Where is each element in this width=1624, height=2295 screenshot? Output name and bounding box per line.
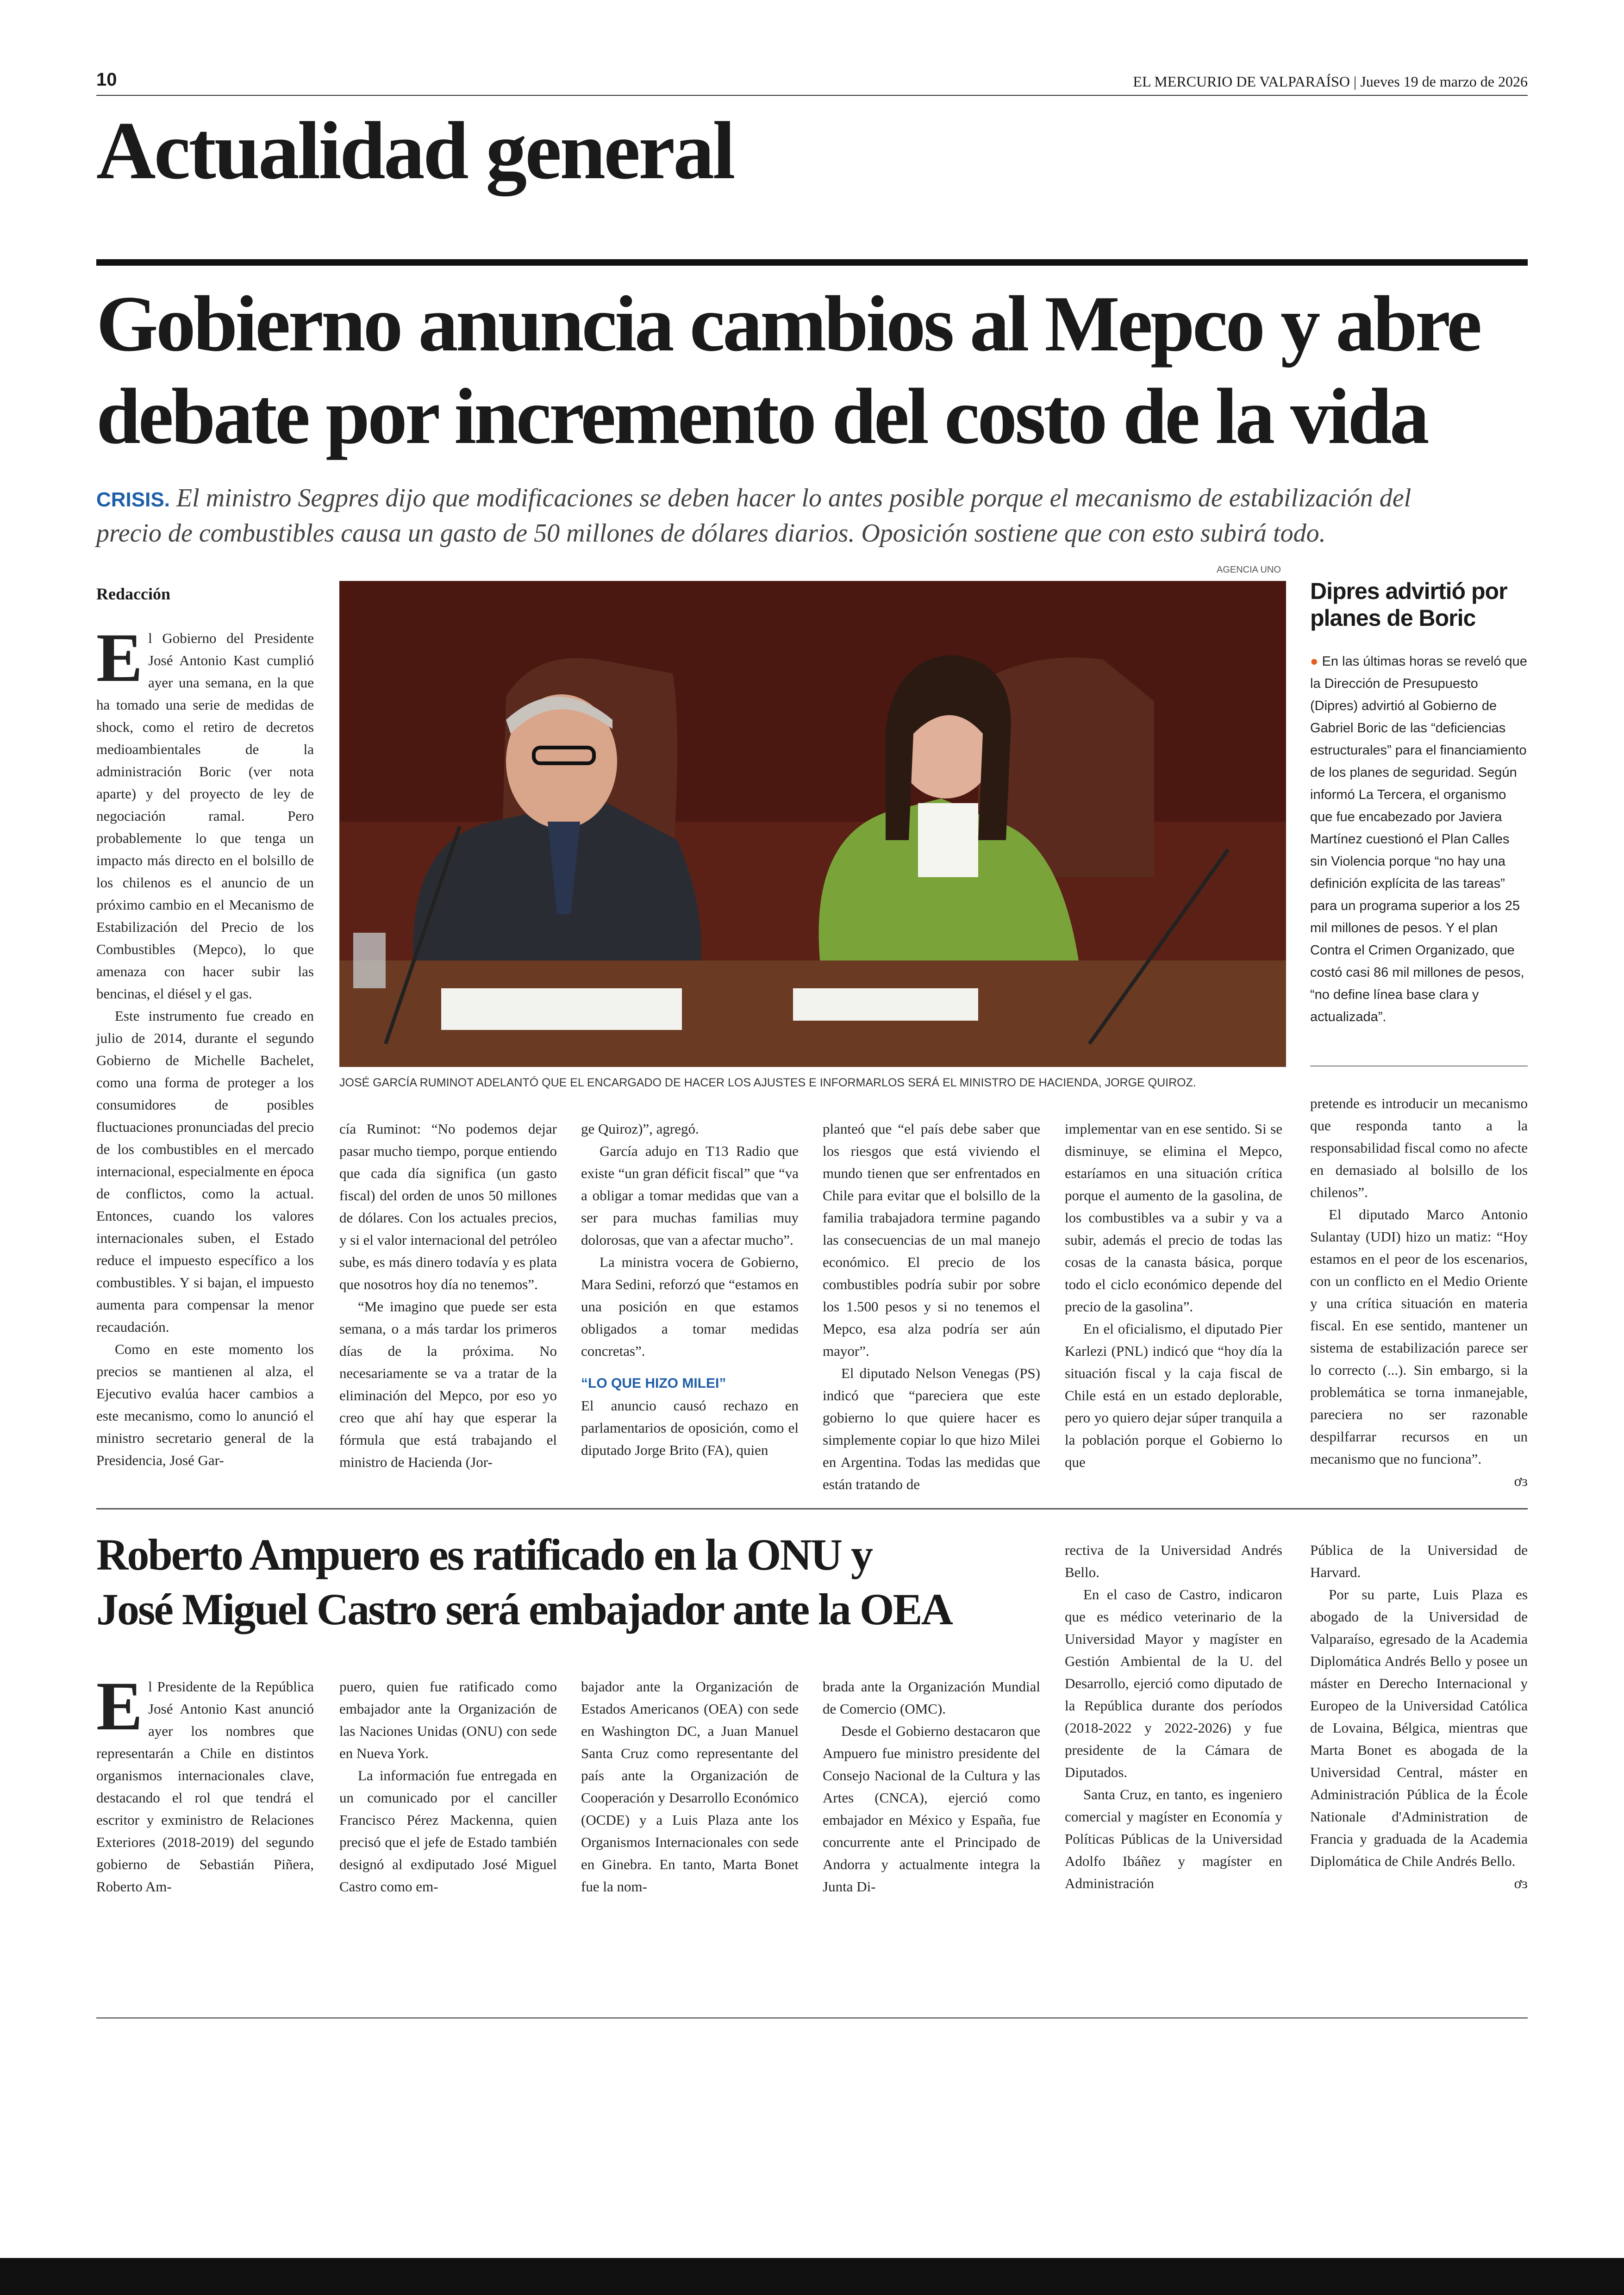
sidebar-text: En las últimas horas se reveló que la Dirección de Presupuesto (Dipres) advirtió al Gobierno de Gabriel Boric de las “deficiencias estructurales” para el financiamiento de los planes de seguridad. Según informó La Tercera, el organismo que fue encabezado por Javiera Martínez cuestionó el Plan Calles sin Violencia porque “no hay una definición explícita de las tareas” para un programa superior a los 25 mil millones de pesos. Y el plan Contra el Crimen Organizado, que costó casi 86 mil millones de pesos, “no define línea base clara y actualizada”.	[1310, 654, 1527, 1024]
second-column-6	[1310, 1539, 1528, 1895]
main-col3-p2: García adujo en T13 Radio que existe “un gran déficit fiscal” que “va a obligar a tomar medidas que van a ser para muchas familias muy dolorosas, que van a afectar mucho”.	[581, 1143, 799, 1248]
second-headline	[96, 1528, 1036, 1637]
second-headline-line-1: Roberto Ampuero es ratificado en la ONU y	[96, 1530, 872, 1579]
main-col3-p1: ge Quiroz)”, agregó.	[581, 1121, 699, 1137]
second-col6-p1: Pública de la Universidad de Harvard.	[1310, 1542, 1528, 1580]
footer-rule	[96, 2017, 1528, 2019]
main-lead	[96, 481, 1528, 550]
masthead-info: EL MERCURIO DE VALPARAÍSO | Jueves 19 de marzo de 2026	[1133, 73, 1528, 90]
main-col3-p4: El anuncio causó rechazo en parlamentarios de oposición, como el diputado Jorge Brito (FA), quien	[581, 1397, 799, 1458]
photo-credit: AGENCIA UNO	[1217, 565, 1281, 575]
lead-kicker: CRISIS.	[96, 488, 170, 511]
main-column-6	[1310, 1092, 1528, 1492]
publication-name: EL MERCURIO DE VALPARAÍSO	[1133, 73, 1350, 90]
main-column-2	[339, 1118, 557, 1473]
main-col1-p1: l Gobierno del Presidente José Antonio Kast cumplió ayer una semana, en la que ha tomado una serie de medidas de shock, como el retiro de decretos medioambientales de la administración Boric (ver nota aparte) y del proyecto de ley de negociación ramal. Pero probablemente lo que tenga un impacto más directo en el bolsillo de los chilenos es el anuncio de un próximo cambio en el Mecanismo de Estabilización del Precio de los Combustibles (Mepco), lo que amenaza con hacer subir las bencinas, el diésel y el gas.	[96, 630, 314, 1002]
subhead-milei: “LO QUE HIZO MILEI”	[581, 1376, 726, 1391]
main-photo	[339, 581, 1286, 1067]
main-col5-p2: En el oficialismo, el diputado Pier Karlezi (PNL) indicó que “hoy día la situación fiscal y la caja fiscal de Chile está en un estado deplorable, pero yo quiero dejar súper tranquila a la población porque el Gobierno lo que	[1065, 1321, 1282, 1470]
second-col1-p1: l Presidente de la República José Antonio Kast anunció ayer los nombres que representarán a Chile en distintos organismos internacionales clave, destacando el rol que tendrá el escritor y exministro de Relaciones Exteriores (2018-2019) del segundo gobierno de Sebastián Piñera, Roberto Am-	[96, 1678, 314, 1895]
main-col2-p2: “Me imagino que puede ser esta semana, o a más tardar los primeros días de la próxima. No necesariamente se va a tratar de la eliminación del Mepco, por eso yo creo que ahí hay que esperar la fórmula que está trabajando el ministro de Hacienda (Jor-	[339, 1298, 557, 1470]
main-col6-p1: pretende es introducir un mecanismo que responda tanto a la responsabilidad fiscal como no afecte en demasiado al bolsillo de los chilenos”.	[1310, 1095, 1528, 1200]
second-col5-p2: En el caso de Castro, indicaron que es médico veterinario de la Universidad Mayor y magíster en Gestión Ambiental de la U. del Desarrollo, ejerció como diputado de la República durante dos períodos (2018-2022 y 2022-2026) y fue presidente de la Cámara de Diputados.	[1065, 1586, 1282, 1780]
publication-date: Jueves 19 de marzo de 2026	[1360, 73, 1528, 90]
main-col1-p3: Como en este momento los precios se mantienen al alza, el Ejecutivo evalúa hacer cambios a este mecanismo, como lo anunció el ministro secretario general de la Presidencia, José Gar-	[96, 1341, 314, 1468]
main-column-1	[96, 619, 314, 1472]
main-headline-line-1: Gobierno anuncia cambios al Mepco y abre	[96, 280, 1480, 368]
main-col3-p3: La ministra vocera de Gobierno, Mara Sedini, reforzó que “estamos en una posición en que estamos obligados a tomar medidas concretas”.	[581, 1254, 799, 1359]
main-column-5	[1065, 1118, 1282, 1473]
main-col6-p2: El diputado Marco Antonio Sulantay (UDI) hizo un matiz: “Hoy estamos en el peor de los escenarios, con un conflicto en el Medio Oriente y una crítica situación en materia fiscal. En ese sentido, mantener un sistema de estabilización parece ser lo correcto (...). Sin embargo, si la problemática se torna inmanejable, pareciera no ser razonable despilfarrar recursos en un mecanismo que no funciona”.	[1310, 1206, 1528, 1467]
photo-caption: JOSÉ GARCÍA RUMINOT ADELANTÓ QUE EL ENCARGADO DE HACER LOS AJUSTES E INFORMARLOS SERÁ EL MINISTRO DE HACIENDA, JORGE QUIROZ.	[339, 1076, 1196, 1089]
byline: Redacción	[96, 585, 170, 603]
second-col2-p2: La información fue entregada en un comunicado por el canciller Francisco Pérez Mackenna, quien precisó que el jefe de Estado también designó al exdiputado José Miguel Castro como em-	[339, 1767, 557, 1895]
second-col5-p3: Santa Cruz, en tanto, es ingeniero comercial y magíster en Economía y Políticas Públicas de la Universidad Adolfo Ibáñez y magíster en Administración	[1065, 1786, 1282, 1891]
second-headline-line-2: José Miguel Castro será embajador ante la OEA	[96, 1584, 952, 1634]
main-column-4	[823, 1118, 1040, 1496]
article-divider	[96, 1508, 1528, 1509]
second-col4-p2: Desde el Gobierno destacaron que Ampuero fue ministro presidente del Consejo Nacional de la Cultura y las Artes (CNCA), ejerció como embajador en México y España, fue concurrente ante el Principado de Andorra y actualmente integra la Junta Di-	[823, 1723, 1040, 1895]
sidebar-bullet: ●	[1310, 654, 1318, 669]
main-col4-p2: El diputado Nelson Venegas (PS) indicó que “pareciera que este gobierno lo que quiere hacer es simplemente copiar lo que hizo Milei en Argentina. Todas las medidas que están tratando de	[823, 1365, 1040, 1492]
sidebar-text-block	[1310, 650, 1528, 1028]
main-col2-p1: cía Ruminot: “No podemos dejar pasar mucho tiempo, porque entiendo que cada día significa (un gasto fiscal) del orden de unos 50 millones de dólares. Con los actuales precios, y si el valor internacional del petróleo sube, es más dinero todavía y es plata que nosotros hoy día no tenemos”.	[339, 1121, 557, 1292]
lead-line-2: precio de combustibles causa un gasto de 50 millones de dólares diarios. Oposición sostiene que con esto subirá todo.	[96, 519, 1326, 548]
second-column-4	[823, 1676, 1040, 1898]
main-headline-line-2: debate por incremento del costo de la vida	[96, 373, 1427, 461]
sidebar-title	[1310, 578, 1528, 631]
photo-illustration	[339, 581, 1286, 1067]
second-col6-p2: Por su parte, Luis Plaza es abogado de la Universidad de Valparaíso, egresado de la Academia Diplomática Andrés Bello y posee un máster en Derecho Internacional y Europeo de la Universidad Católica de Lovaina, Bélgica, mientras que Marta Bonet es abogada de la Universidad Central, máster en Administración Pública de la École Nationale d'Administration de Francia y graduada de la Academia Diplomática de Chile Andrés Bello.	[1310, 1586, 1528, 1869]
main-col5-p1: implementar van en ese sentido. Si se disminuye, se elimina el Mepco, estaríamos en una situación crítica porque el aumento de la gasolina, de los combustibles va a subir y va a subir, además el precio de todas las cosas de la canasta básica, porque todo el ciclo económico depende del precio de la gasolina”.	[1065, 1121, 1282, 1315]
second-column-1	[96, 1668, 314, 1898]
main-column-3	[581, 1118, 799, 1461]
lead-line-1: El ministro Segpres dijo que modificaciones se deben hacer lo antes posible porque el mecanismo de estabilización del	[176, 484, 1412, 512]
header-rule	[96, 95, 1528, 96]
main-end-mark: ơɜ	[1514, 1473, 1528, 1489]
second-col2-p1: puero, quien fue ratificado como embajador ante la Organización de las Naciones Unidas (ONU) con sede en Nueva York.	[339, 1678, 557, 1761]
page-number: 10	[96, 69, 117, 90]
second-col5-p1: rectiva de la Universidad Andrés Bello.	[1065, 1542, 1282, 1580]
second-col4-p1: brada ante la Organización Mundial de Comercio (OMC).	[823, 1678, 1040, 1717]
second-dropcap: E	[96, 1668, 143, 1745]
bottom-bar	[0, 2258, 1624, 2295]
section-title: Actualidad general	[96, 105, 734, 196]
second-col3-p1: bajador ante la Organización de Estados Americanos (OEA) con sede en Washington DC, a Juan Manuel Santa Cruz como representante del país ante la Organización de Cooperación y Desarrollo Económico (OCDE) y a Luis Plaza ante los Organismos Internacionales con sede en Ginebra. En tanto, Marta Bonet fue la nom-	[581, 1678, 799, 1895]
second-column-3	[581, 1676, 799, 1898]
headline-rule	[96, 259, 1528, 266]
main-col1-p2: Este instrumento fue creado en julio de 2014, durante el segundo Gobierno de Michelle Bachelet, como una forma de proteger a los consumidores de posibles fluctuaciones pronunciadas del precio de los combustibles en el mercado internacional, especialmente en época de conflictos, como la actual. Entonces, cuando los valores internacionales suben, el Estado reduce el impuesto específico a los combustibles. Y si bajan, el impuesto aumenta para compensar la menor recaudación.	[96, 1008, 314, 1335]
second-end-mark: ơɜ	[1514, 1875, 1528, 1891]
sidebar-title-line-2: planes de Boric	[1310, 605, 1476, 631]
second-column-5	[1065, 1539, 1282, 1895]
sidebar-title-line-1: Dipres advirtió por	[1310, 578, 1507, 604]
second-column-2	[339, 1676, 557, 1898]
dropcap: E	[96, 619, 143, 696]
main-col4-p1: planteó que “el país debe saber que los riesgos que está viviendo el mundo tienen que ser enfrentados en Chile para evitar que el bolsillo de la familia trabajadora termine pagando las consecuencias de un mal manejo económico. El precio de los combustibles podría subir por sobre los 1.500 pesos y si no tenemos el Mepco, esa alza podría ser aún mayor”.	[823, 1121, 1040, 1359]
main-headline	[96, 278, 1480, 463]
